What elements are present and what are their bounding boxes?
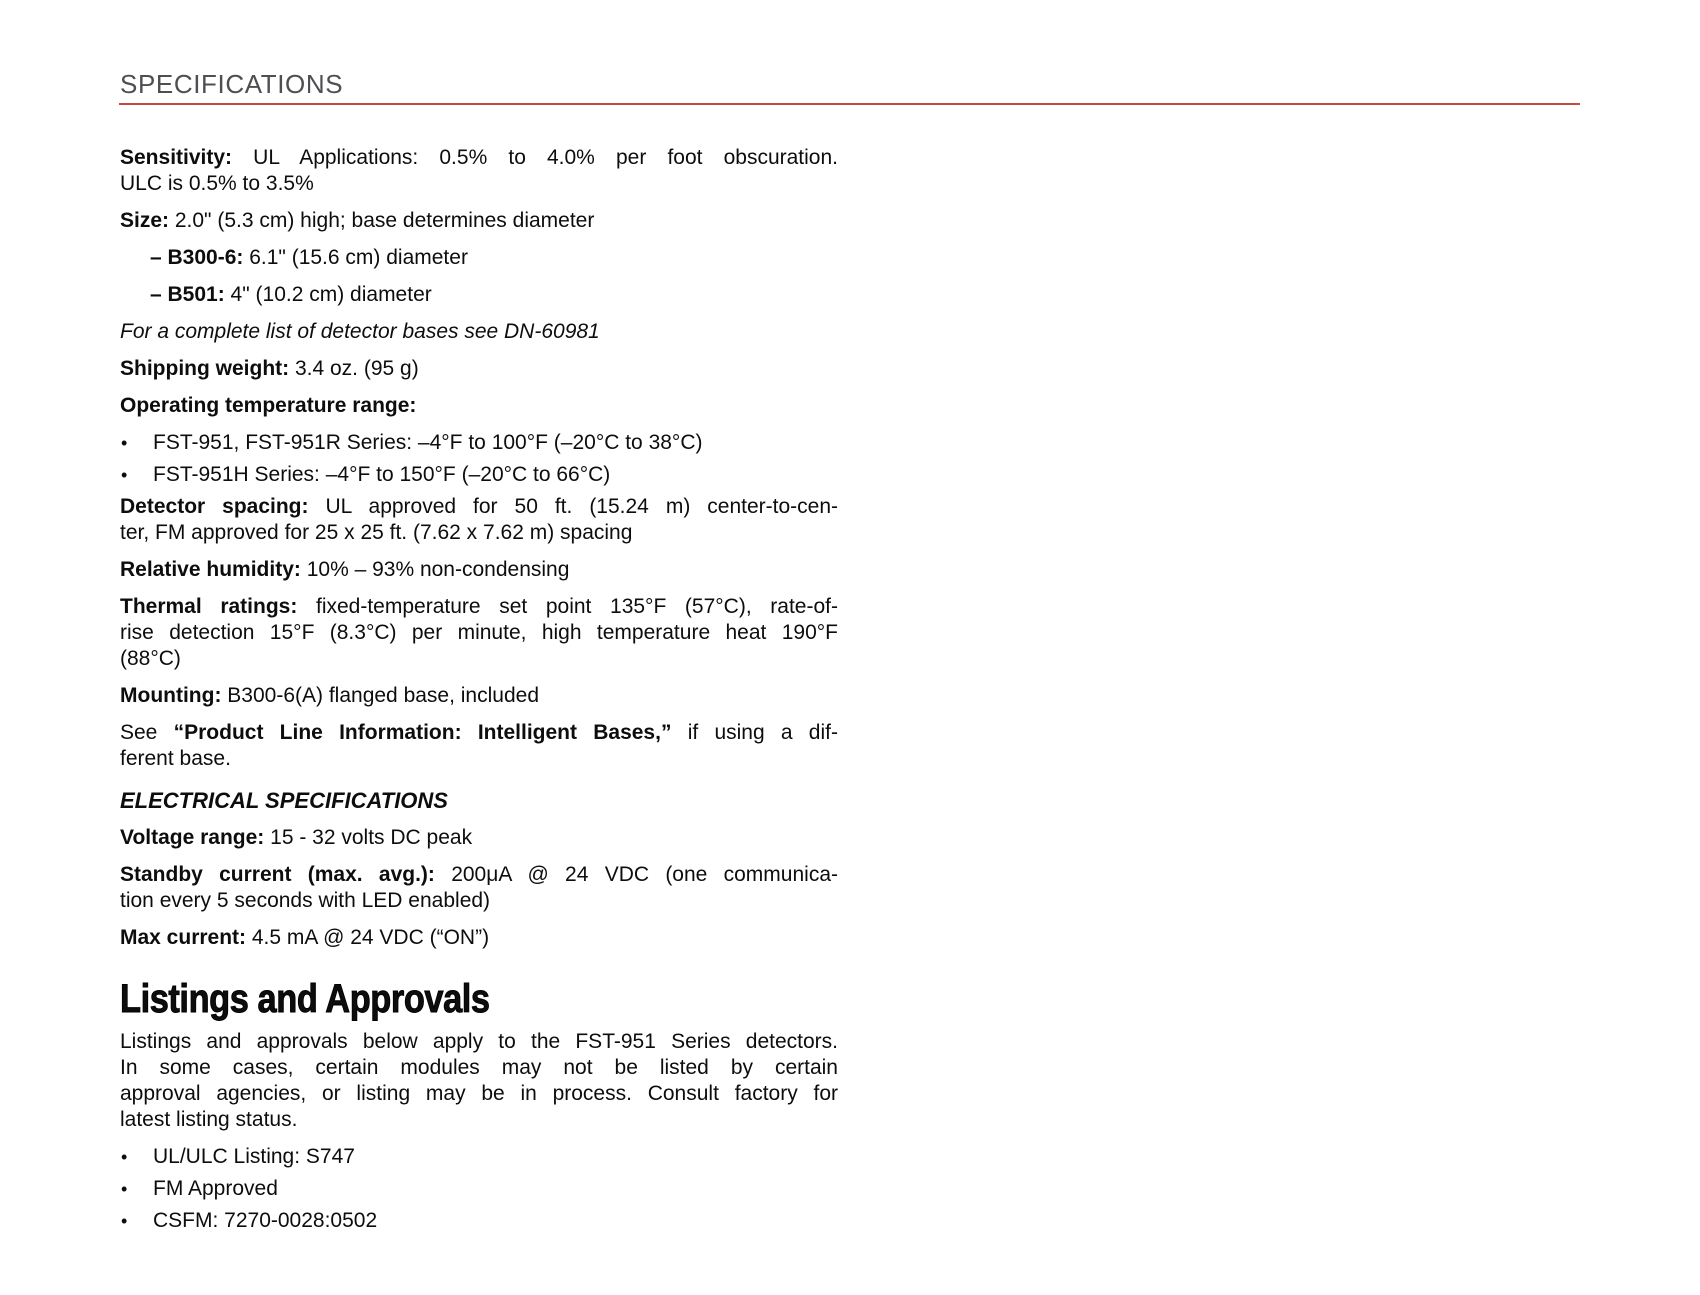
bullet-icon: •: [121, 1147, 128, 1167]
spec-sensitivity: [120, 145, 838, 197]
operating-temp-list: [120, 430, 838, 494]
text: fixed-temperature set point 135°F (57°C), rate-of-: [297, 595, 838, 618]
text-line: [120, 925, 838, 951]
text: ferent base.: [120, 747, 231, 770]
text-line: [120, 145, 838, 171]
text-line: [120, 594, 838, 620]
bold-text: Relative humidity:: [120, 558, 301, 581]
list-item: [120, 1176, 838, 1202]
text: 4" (10.2 cm) diameter: [224, 283, 432, 306]
bold-text: Shipping weight:: [120, 357, 290, 380]
spec-shipping-weight: [120, 356, 838, 382]
list-item-text: CSFM: 7270-0028:0502: [153, 1209, 378, 1232]
list-item-text: UL/ULC Listing: S747: [153, 1145, 355, 1168]
spec-mounting: [120, 683, 838, 709]
electrical-specifications-heading: ELECTRICAL SPECIFICATIONS: [120, 788, 448, 813]
bold-text: Mounting:: [120, 684, 222, 707]
text: 10% – 93% non-condensing: [300, 558, 570, 581]
text-line: [120, 825, 838, 851]
bullet-icon: •: [121, 465, 128, 485]
bold-text: – B300-6:: [150, 246, 244, 269]
text: B300-6(A) flanged base, included: [221, 684, 539, 707]
bold-text: Max current:: [120, 926, 247, 949]
text: tion every 5 seconds with LED enabled): [120, 889, 491, 912]
text-line: [120, 208, 838, 234]
listings-intro: [120, 1029, 838, 1133]
bold-text: Standby current (max. avg.):: [120, 863, 435, 886]
document-body: [120, 145, 838, 1240]
spec-max-current: [120, 925, 838, 951]
spec-detector-spacing: [120, 494, 838, 546]
text: if using a dif-: [671, 721, 838, 744]
list-item-text: FST-951H Series: –4°F to 150°F (–20°C to 66°C): [153, 463, 611, 486]
spec-standby-current: [120, 862, 838, 914]
text: 2.0" (5.3 cm) high; base determines diameter: [169, 209, 595, 232]
spec-base-b300-6: [120, 245, 838, 271]
text-line: [120, 557, 838, 583]
text-line: [120, 683, 838, 709]
text-line: [120, 1055, 838, 1081]
text: ter, FM approved for 25 x 25 ft. (7.62 x 7.62 m) spacing: [120, 521, 633, 544]
text-line: [120, 720, 838, 746]
text: 15 - 32 volts DC peak: [264, 826, 473, 849]
text: UL approved for 50 ft. (15.24 m) center-to-cen-: [308, 495, 838, 518]
text-line: [120, 862, 838, 888]
list-item: [120, 1144, 838, 1170]
spec-operating-temp-label: [120, 393, 838, 419]
bullet-icon: •: [121, 1211, 128, 1231]
spec-thermal-ratings: [120, 594, 838, 672]
list-item: [120, 430, 838, 456]
bold-text: Operating temperature range:: [120, 394, 417, 417]
text-line: [120, 646, 838, 672]
text: Listings and approvals below apply to the FST-951 Series detectors.: [120, 1030, 838, 1053]
list-item: [120, 1208, 838, 1234]
text: UL Applications: 0.5% to 4.0% per foot obscuration.: [232, 146, 838, 169]
bold-text: Voltage range:: [120, 826, 265, 849]
text: ULC is 0.5% to 3.5%: [120, 172, 314, 195]
bold-text: – B501:: [150, 283, 225, 306]
spec-voltage-range: [120, 825, 838, 851]
text-line: [120, 356, 838, 382]
approvals-list: [120, 1144, 838, 1240]
text: See: [120, 721, 174, 744]
text-line: [120, 1029, 838, 1055]
section-divider-rule: [119, 103, 1580, 105]
bullet-icon: •: [121, 1179, 128, 1199]
text-line: [120, 620, 838, 646]
text: In some cases, certain modules may not be listed by certain: [120, 1056, 838, 1079]
text: latest listing status.: [120, 1108, 298, 1131]
listings-and-approvals-heading: Listings and Approvals: [120, 977, 490, 1021]
list-item-text: FM Approved: [153, 1177, 278, 1200]
spec-bases-note: [120, 319, 838, 345]
text-line: [120, 245, 838, 271]
text: 3.4 oz. (95 g): [289, 357, 419, 380]
spec-relative-humidity: [120, 557, 838, 583]
spec-bases-reference: [120, 720, 838, 772]
text-line: [120, 1081, 838, 1107]
text-line: [120, 393, 838, 419]
bold-text: Thermal ratings:: [120, 595, 298, 618]
list-item: [120, 462, 838, 488]
text: rise detection 15°F (8.3°C) per minute, high temperature heat 190°F: [120, 621, 838, 644]
text-line: [120, 319, 838, 345]
text-line: [120, 888, 838, 914]
spec-base-b501: [120, 282, 838, 308]
list-item-text: FST-951, FST-951R Series: –4°F to 100°F (–20°C to 38°C): [153, 431, 703, 454]
bullet-icon: •: [121, 433, 128, 453]
text-line: [120, 494, 838, 520]
text-line: [120, 520, 838, 546]
text: 6.1" (15.6 cm) diameter: [243, 246, 468, 269]
text: 200μA @ 24 VDC (one communica-: [434, 863, 838, 886]
bold-text: “Product Line Information: Intelligent Bases,”: [173, 721, 672, 744]
text-line: [120, 282, 838, 308]
text: For a complete list of detector bases see DN-60981: [120, 320, 600, 343]
text-line: [120, 1107, 838, 1133]
spec-size: [120, 208, 838, 234]
bold-text: Detector spacing:: [120, 495, 309, 518]
bold-text: Size:: [120, 209, 170, 232]
text-line: [120, 171, 838, 197]
text: approval agencies, or listing may be in process. Consult factory for: [120, 1082, 838, 1105]
text: 4.5 mA @ 24 VDC (“ON”): [246, 926, 490, 949]
section-title: SPECIFICATIONS: [120, 69, 344, 99]
bold-text: Sensitivity:: [120, 146, 233, 169]
text: (88°C): [120, 647, 181, 670]
text-line: [120, 746, 838, 772]
